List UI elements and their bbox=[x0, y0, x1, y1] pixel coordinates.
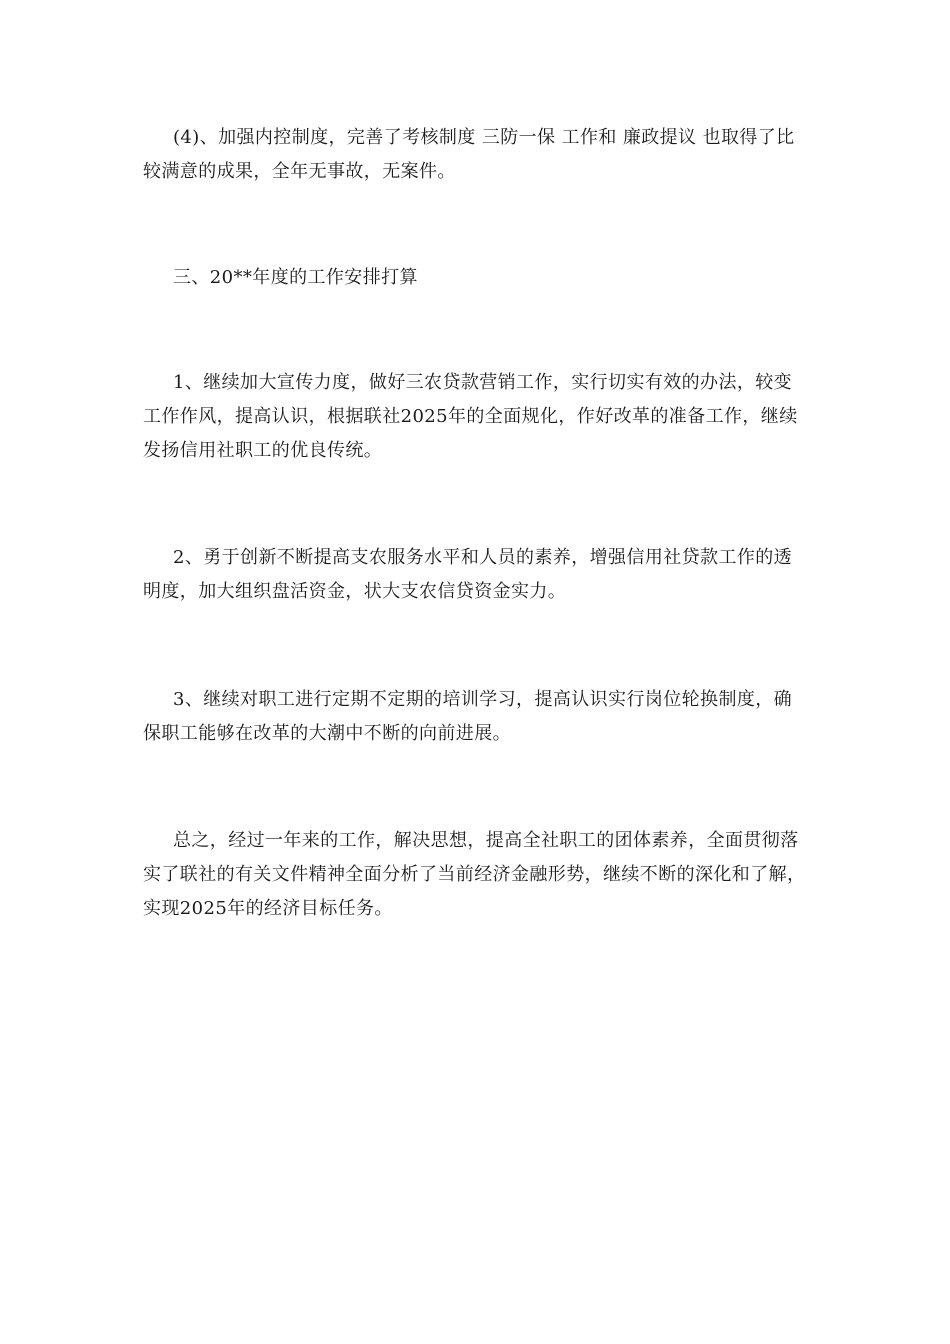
paragraph-summary: 总之，经过一年来的工作，解决思想，提高全社职工的团体素养，全面贯彻落实了联社的有关文件精神全面分析了当前经济金融形势，继续不断的深化和了解，实现2025年的经济目标任务。 bbox=[143, 830, 806, 919]
section-heading-work-plan: 三、20**年度的工作安排打算 bbox=[173, 267, 418, 288]
paragraph-internal-control: (4)、加强内控制度，完善了考核制度 三防一保 工作和 廉政提议 也取得了比较满意的成果，全年无事故，无案件。 bbox=[143, 127, 795, 182]
paragraph-plan-item-3: 3、继续对职工进行定期不定期的培训学习，提高认识实行岗位轮换制度，确保职工能够在改革的大潮中不断的向前进展。 bbox=[143, 689, 793, 744]
paragraph-plan-item-2: 2、勇于创新不断提高支农服务水平和人员的素养，增强信用社贷款工作的透明度，加大组织盘活资金，状大支农信贷资金实力。 bbox=[143, 547, 793, 602]
paragraph-plan-item-1: 1、继续加大宣传力度，做好三农贷款营销工作，实行切实有效的办法，较变工作作风，提高认识，根据联社2025年的全面规化，作好改革的准备工作，继续发扬信用社职工的优良传统。 bbox=[143, 372, 798, 461]
